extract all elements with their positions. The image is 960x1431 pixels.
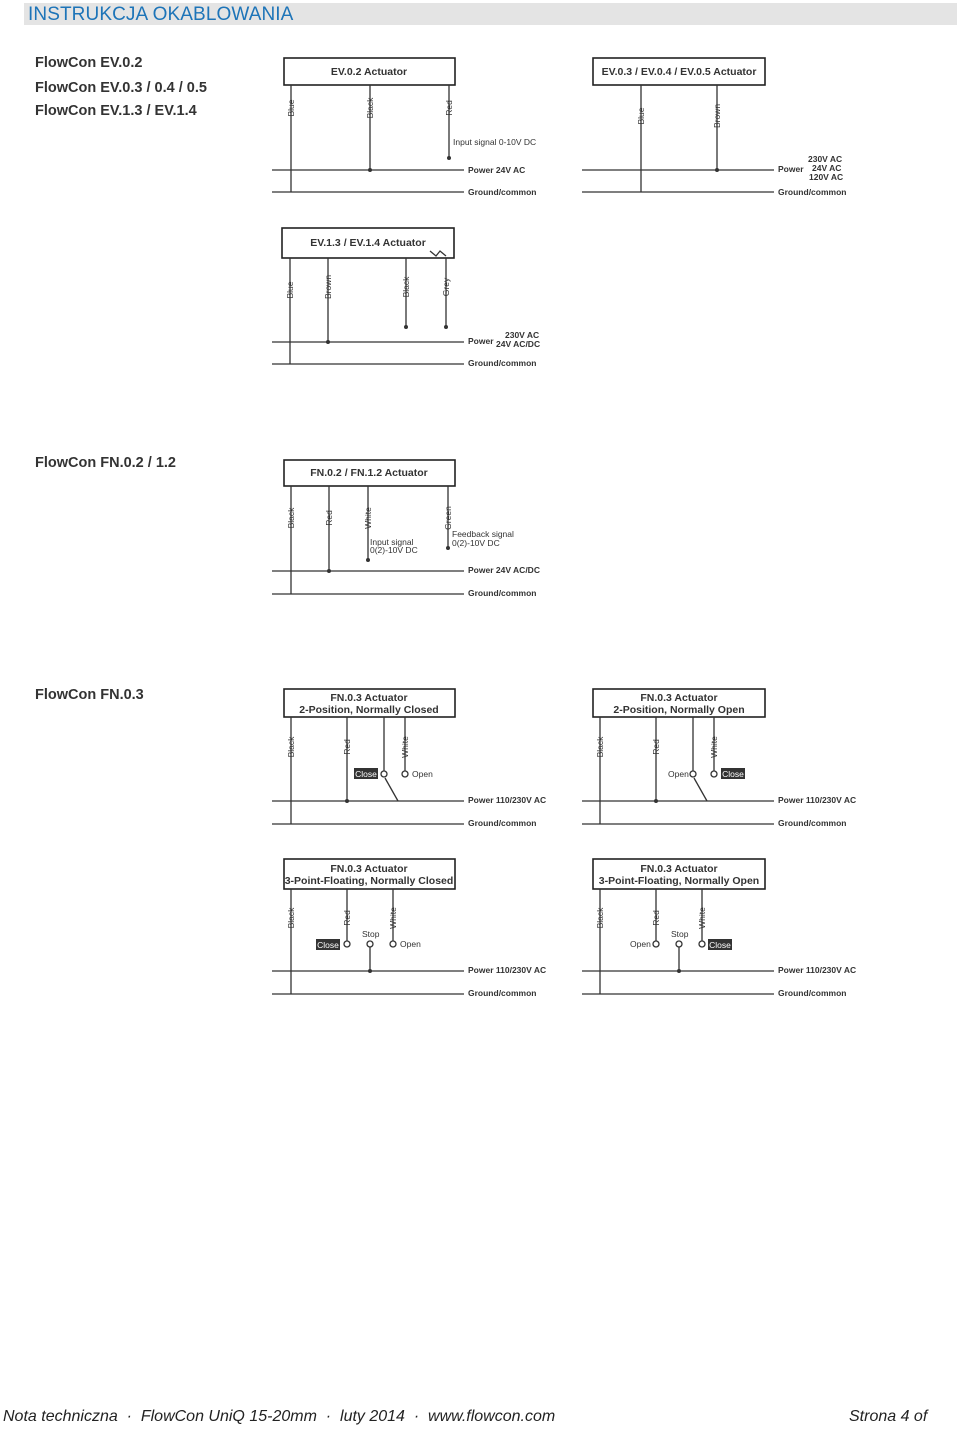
fn03d-stop: Stop xyxy=(671,929,689,939)
fn03b-wire-white: White xyxy=(709,736,719,758)
fn03d-close: Close xyxy=(709,940,731,950)
fn02-feedback-label: Feedback signal xyxy=(452,529,514,539)
fn02-wire-black: Black xyxy=(286,507,296,529)
ev03-ground: Ground/common xyxy=(778,187,847,197)
fn03c-ground: Ground/common xyxy=(468,988,537,998)
fn03c-open: Open xyxy=(400,939,421,949)
model-label-ev03: FlowCon EV.0.3 / 0.4 / 0.5 xyxy=(35,80,207,96)
ev02-ground: Ground/common xyxy=(468,187,537,197)
ev03-title: EV.0.3 / EV.0.4 / EV.0.5 Actuator xyxy=(601,66,757,78)
ev13-power: Power xyxy=(468,336,494,346)
fn02-power: Power 24V AC/DC xyxy=(468,565,540,575)
fn03a-wire-white: White xyxy=(400,736,410,758)
fn03c-power: Power 110/230V AC xyxy=(468,965,547,975)
fn03d-power: Power 110/230V AC xyxy=(778,965,857,975)
page-footer xyxy=(3,1408,933,1428)
fn03b-wire-black: Black xyxy=(595,736,605,758)
fn03c-close: Close xyxy=(317,940,339,950)
fn03d-wire-white: White xyxy=(697,907,707,929)
ev13-volt-24: 24V AC/DC xyxy=(496,339,541,349)
diagram-fn03-nc xyxy=(272,689,546,828)
fn03c-wire-red: Red xyxy=(342,910,352,926)
fn03b-subtitle: 2-Position, Normally Open xyxy=(613,704,745,716)
fn02-title: FN.0.2 / FN.1.2 Actuator xyxy=(310,467,428,479)
footer-page-number: Strona 4 of xyxy=(849,1408,928,1425)
ev02-wire-black: Black xyxy=(365,97,375,119)
fn03c-subtitle: 3-Point-Floating, Normally Closed xyxy=(284,875,454,887)
diagram-ev03 xyxy=(582,58,846,197)
fn03c-wire-black: Black xyxy=(286,907,296,929)
fn03a-open: Open xyxy=(412,769,433,779)
fn03b-close: Close xyxy=(722,769,744,779)
ev03-volt-120: 120V AC xyxy=(809,172,844,182)
diagram-fn03-3p-no xyxy=(582,859,856,998)
diagram-fn03-no xyxy=(582,689,856,828)
fn03a-power: Power 110/230V AC xyxy=(468,795,547,805)
fn03a-title: FN.0.3 Actuator xyxy=(330,692,408,704)
model-label-fn02: FlowCon FN.0.2 / 1.2 xyxy=(35,455,176,471)
fn03b-wire-red: Red xyxy=(651,739,661,755)
ev13-wire-grey: Grey xyxy=(441,277,451,297)
diagram-ev13 xyxy=(272,228,540,368)
fn03b-open: Open xyxy=(668,769,689,779)
fn03d-subtitle: 3-Point-Floating, Normally Open xyxy=(598,875,760,887)
footer-doc-info: Nota techniczna · FlowCon UniQ 15-20mm · luty 2014 · www.flowcon.com xyxy=(3,1408,556,1425)
ev02-power: Power 24V AC xyxy=(468,165,526,175)
ev02-title: EV.0.2 Actuator xyxy=(330,66,408,78)
fn02-input-range: 0(2)-10V DC xyxy=(370,545,418,555)
ev13-ground: Ground/common xyxy=(468,358,537,368)
fn02-input-label: Input signal xyxy=(370,537,414,547)
ev03-volt-24: 24V AC xyxy=(812,163,842,173)
fn03d-ground: Ground/common xyxy=(778,988,847,998)
ev03-volt-230: 230V AC xyxy=(808,154,843,164)
fn03a-ground: Ground/common xyxy=(468,818,537,828)
fn03b-power: Power 110/230V AC xyxy=(778,795,857,805)
ev03-wire-brown: Brown xyxy=(712,103,722,129)
fn02-wire-green: Green xyxy=(443,506,453,530)
fn03b-ground: Ground/common xyxy=(778,818,847,828)
page-title: INSTRUKCJA OKABLOWANIA xyxy=(28,4,294,25)
ev13-wire-blue: Blue xyxy=(285,281,295,299)
fn03d-wire-black: Black xyxy=(595,907,605,929)
fn03a-close: Close xyxy=(355,769,377,779)
ev02-input-signal: Input signal 0-10V DC xyxy=(453,137,537,147)
diagram-fn02 xyxy=(272,460,540,598)
fn03c-wire-white: White xyxy=(388,907,398,929)
ev03-power: Power xyxy=(778,164,804,174)
fn03c-title: FN.0.3 Actuator xyxy=(330,863,408,875)
fn02-wire-red: Red xyxy=(324,510,334,526)
model-label-ev02: FlowCon EV.0.2 xyxy=(35,55,143,71)
model-label-fn03: FlowCon FN.0.3 xyxy=(35,687,144,703)
ev13-volt-230: 230V AC xyxy=(505,330,540,340)
fn02-wire-white: White xyxy=(363,507,373,529)
model-label-ev13: FlowCon EV.1.3 / EV.1.4 xyxy=(35,103,197,119)
ev13-wire-black: Black xyxy=(401,276,411,298)
ev13-title: EV.1.3 / EV.1.4 Actuator xyxy=(310,237,426,249)
diagram-ev02 xyxy=(272,58,536,197)
fn03c-stop: Stop xyxy=(362,929,380,939)
ev02-wire-blue: Blue xyxy=(286,99,296,117)
fn03d-open: Open xyxy=(630,939,651,949)
fn03a-wire-red: Red xyxy=(342,739,352,755)
ev13-wire-brown: Brown xyxy=(323,274,333,300)
fn03d-title: FN.0.3 Actuator xyxy=(640,863,718,875)
ev02-wire-red: Red xyxy=(444,100,454,116)
diagram-fn03-3p-nc xyxy=(272,859,546,998)
fn02-ground: Ground/common xyxy=(468,588,537,598)
ev03-wire-blue: Blue xyxy=(636,107,646,125)
fn03b-title: FN.0.3 Actuator xyxy=(640,692,718,704)
fn02-feedback-range: 0(2)-10V DC xyxy=(452,538,500,548)
fn03a-wire-black: Black xyxy=(286,736,296,758)
fn03d-wire-red: Red xyxy=(651,910,661,926)
fn03a-subtitle: 2-Position, Normally Closed xyxy=(299,704,439,716)
